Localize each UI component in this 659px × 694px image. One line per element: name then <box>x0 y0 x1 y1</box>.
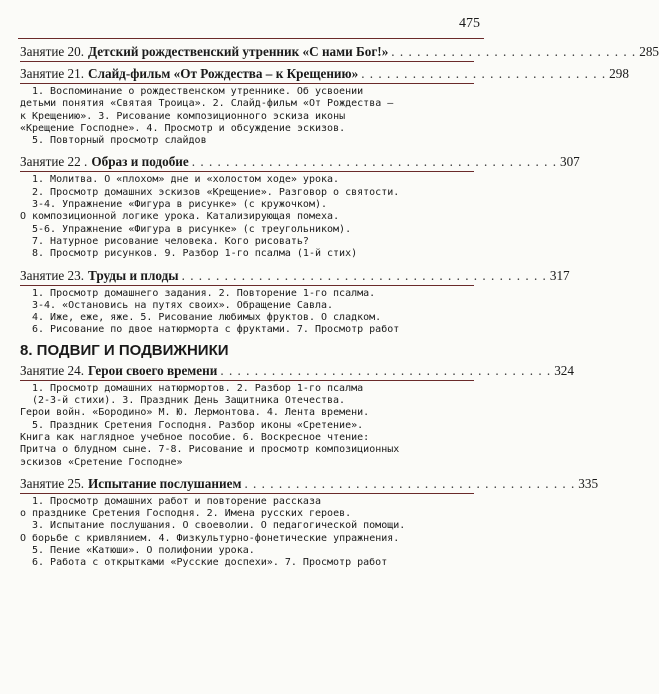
entry-rule <box>20 61 474 62</box>
toc-entry-22 <box>20 153 580 260</box>
entry-rule <box>20 83 474 84</box>
list-item: «Крещение Господне». 4. Просмотр и обсуждение эскизов. <box>20 122 346 134</box>
dot-leader: . . . . . . . . . . . . . . . . . . . . . . . . . . . . . . . . . . . . . . . <box>220 362 552 378</box>
entry-title: Слайд-фильм «От Рождества – к Крещению» <box>88 66 359 81</box>
entry-label: Занятие 20. <box>20 44 85 59</box>
list-item: детьми понятия «Святая Троица». 2. Слайд-фильм «От Рождества – <box>20 98 394 110</box>
entry-rule <box>20 380 474 381</box>
list-item: 5. Повторный просмотр слайдов <box>32 135 207 147</box>
list-item: 1. Просмотр домашнего задания. 2. Повторение 1-го псалма. <box>32 287 376 299</box>
entry-items <box>20 496 474 570</box>
list-item: 5. Праздник Сретения Господня. Разбор иконы «Сретение». <box>32 419 364 431</box>
entry-label: Занятие 24. <box>20 362 85 378</box>
entry-heading <box>20 43 659 60</box>
list-item: 8. Просмотр рисунков. 9. Разбор 1-го псалма (1-й стих) <box>32 248 358 260</box>
entry-page-number: 335 <box>578 475 599 491</box>
entry-title: Герои своего времени <box>88 362 218 378</box>
list-item: 5-6. Упражнение «Фигура в рисунке» (с треугольником). <box>32 223 352 235</box>
list-item: 3-4. Упражнение «Фигура в рисунке» (с кружочком). <box>32 199 328 211</box>
entry-page-number: 298 <box>609 66 629 81</box>
dot-leader: . . . . . . . . . . . . . . . . . . . . . . . . . . . . . . . . . . . . . . . . . . . <box>191 154 557 170</box>
dot-leader: . . . . . . . . . . . . . . . . . . . . . . . . . . . . . <box>391 44 637 59</box>
list-item: (2-3-й стихи). 3. Праздник День Защитника Отечества. <box>32 395 346 407</box>
toc-entry-24 <box>20 362 574 469</box>
entry-heading <box>20 65 629 82</box>
entry-rule <box>20 493 474 494</box>
entry-heading <box>20 153 580 170</box>
entry-heading <box>20 475 599 492</box>
list-item: о празднике Сретения Господня. 2. Имена русских героев. <box>20 508 352 520</box>
list-item: 1. Воспоминание о рождественском утреннике. Об усвоении <box>32 86 364 97</box>
header-rule <box>18 38 484 39</box>
page-number: 475 <box>459 16 480 31</box>
toc-entry-21 <box>20 65 629 147</box>
toc-entry-20 <box>20 43 659 62</box>
entry-rule <box>20 285 474 286</box>
entry-page-number: 307 <box>559 154 580 170</box>
entry-label: Занятие 22 . <box>20 154 88 170</box>
list-item: 1. Просмотр домашних натюрмортов. 2. Разбор 1-го псалма <box>32 382 364 394</box>
list-item: 6. Рисование по двое натюрморта с фруктами. 7. Просмотр работ <box>32 324 400 336</box>
list-item: О борьбе с кривлянием. 4. Физкультурно-фонетические упражнения. <box>20 532 400 544</box>
table-of-contents <box>20 42 659 570</box>
entry-page-number: 285 <box>639 44 659 59</box>
entry-heading <box>20 362 574 379</box>
entry-heading <box>20 267 570 284</box>
list-item: эскизов «Сретение Господне» <box>20 456 183 468</box>
dot-leader: . . . . . . . . . . . . . . . . . . . . . . . . . . . . . . . . . . . . . . . <box>244 475 576 491</box>
entry-title: Детский рождественский утренник «С нами Бог!» <box>88 44 389 59</box>
entry-title: Труды и плоды <box>88 267 179 283</box>
entry-title: Образ и подобие <box>91 154 189 170</box>
entry-page-number: 324 <box>554 362 574 378</box>
list-item: 2. Просмотр домашних эскизов «Крещение». Разговор о святости. <box>32 186 400 198</box>
entry-label: Занятие 23. <box>20 267 85 283</box>
list-item: 5. Пение «Катюши». О полифонии урока. <box>32 545 255 557</box>
entry-label: Занятие 21. <box>20 66 85 81</box>
entry-items <box>20 86 474 147</box>
list-item: 1. Просмотр домашних работ и повторение рассказа <box>32 495 321 507</box>
entry-title: Испытание послушанием <box>88 475 242 491</box>
entry-items <box>20 383 474 469</box>
list-item: 1. Молитва. О «плохом» дне и «холостом ходе» урока. <box>32 174 340 186</box>
list-item: Книга как наглядное учебное пособие. 6. Воскресное чтение: <box>20 431 370 443</box>
entry-items <box>20 174 474 260</box>
list-item: 3. Испытание послушания. О своеволии. О педагогической помощи. <box>32 520 406 532</box>
entry-page-number: 317 <box>549 267 570 283</box>
list-item: О композиционной логике урока. Катализирующая помеха. <box>20 211 340 223</box>
toc-entry-23 <box>20 267 570 337</box>
list-item: 6. Работа с открытками «Русские доспехи». 7. Просмотр работ <box>32 557 388 569</box>
section-heading: 8. ПОДВИГ И ПОДВИЖНИКИ <box>20 341 229 359</box>
entry-label: Занятие 25. <box>20 475 85 491</box>
list-item: 4. Иже, еже, яже. 5. Рисование любимых фруктов. О сладком. <box>32 312 382 324</box>
entry-items <box>20 288 474 337</box>
list-item: Герои войн. «Бородино» М. Ю. Лермонтова. 4. Лента времени. <box>20 407 370 419</box>
list-item: 3-4. «Остановись на путях своих». Обращение Савла. <box>32 299 334 311</box>
toc-entry-25 <box>20 475 599 570</box>
list-item: 7. Натурное рисование человека. Кого рисовать? <box>32 235 309 247</box>
dot-leader: . . . . . . . . . . . . . . . . . . . . . . . . . . . . . . . . . . . . . . . . . . . <box>181 267 547 283</box>
entry-rule <box>20 171 474 172</box>
list-item: Притча о блудном сыне. 7-8. Рисование и просмотр композиционных <box>20 444 400 456</box>
list-item: к Крещению». 3. Рисование композиционного эскиза иконы <box>20 110 346 122</box>
dot-leader: . . . . . . . . . . . . . . . . . . . . . . . . . . . . . <box>361 66 607 81</box>
